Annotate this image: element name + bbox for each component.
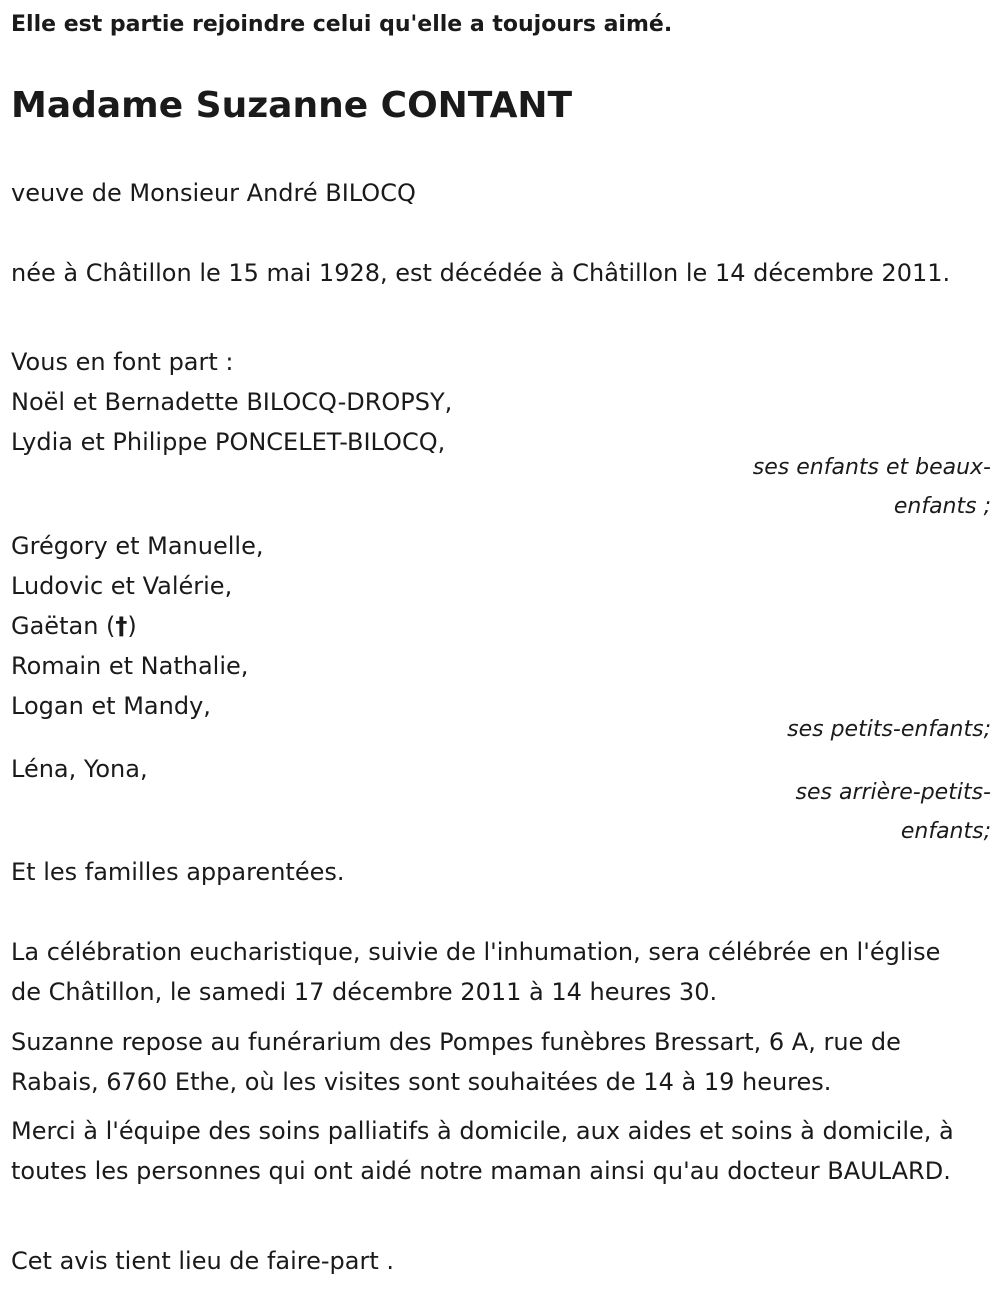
grandchild-entry-deceased [11, 606, 137, 646]
child-couple: Noël et Bernadette BILOCQ-DROPSY, [11, 388, 453, 416]
grandchild-name: Gaëtan ( [11, 612, 116, 640]
thanks-message: Merci à l'équipe des soins palliatifs à domicile, aux aides et soins à domicile, à toutes les personnes qui ont aidé notre maman ainsi qu'au docteur BAULARD. [11, 1117, 954, 1185]
announce-intro: Vous en font part : [11, 348, 234, 376]
cross-icon: † [115, 612, 128, 640]
children-role: ses enfants et beaux-enfants ; [752, 455, 991, 519]
related-families: Et les familles apparentées. [11, 858, 345, 886]
grandchild-entry: Romain et Nathalie, [11, 652, 249, 680]
child-couple: Lydia et Philippe PONCELET-BILOCQ, [11, 428, 446, 456]
widow-of: veuve de Monsieur André BILOCQ [11, 179, 416, 207]
deceased-name: Madame Suzanne CONTANT [11, 85, 573, 126]
tagline: Elle est partie rejoindre celui qu'elle a toujours aimé. [11, 12, 673, 37]
ceremony-details: La célébration eucharistique, suivie de l'inhumation, sera célébrée en l'église de Châtillon, le samedi 17 décembre 2011 à 14 heures 30. [11, 938, 941, 1006]
closing-note: Cet avis tient lieu de faire-part . [11, 1247, 395, 1275]
grandchild-entry: Ludovic et Valérie, [11, 572, 233, 600]
great-grandchildren: Léna, Yona, [11, 755, 148, 783]
grandchild-entry: Grégory et Manuelle, [11, 532, 264, 560]
grandchildren-role: ses petits-enfants; [787, 717, 991, 742]
great-grandchildren-role: ses arrière-petits-enfants; [795, 780, 991, 844]
grandchild-entry: Logan et Mandy, [11, 692, 211, 720]
birth-death-details: née à Châtillon le 15 mai 1928, est décédée à Châtillon le 14 décembre 2011. [11, 259, 951, 287]
grandchild-paren-close: ) [127, 612, 137, 640]
rest-place-details: Suzanne repose au funérarium des Pompes funèbres Bressart, 6 A, rue de Rabais, 6760 Ethe, où les visites sont souhaitées de 14 à 19 heures. [11, 1028, 901, 1096]
